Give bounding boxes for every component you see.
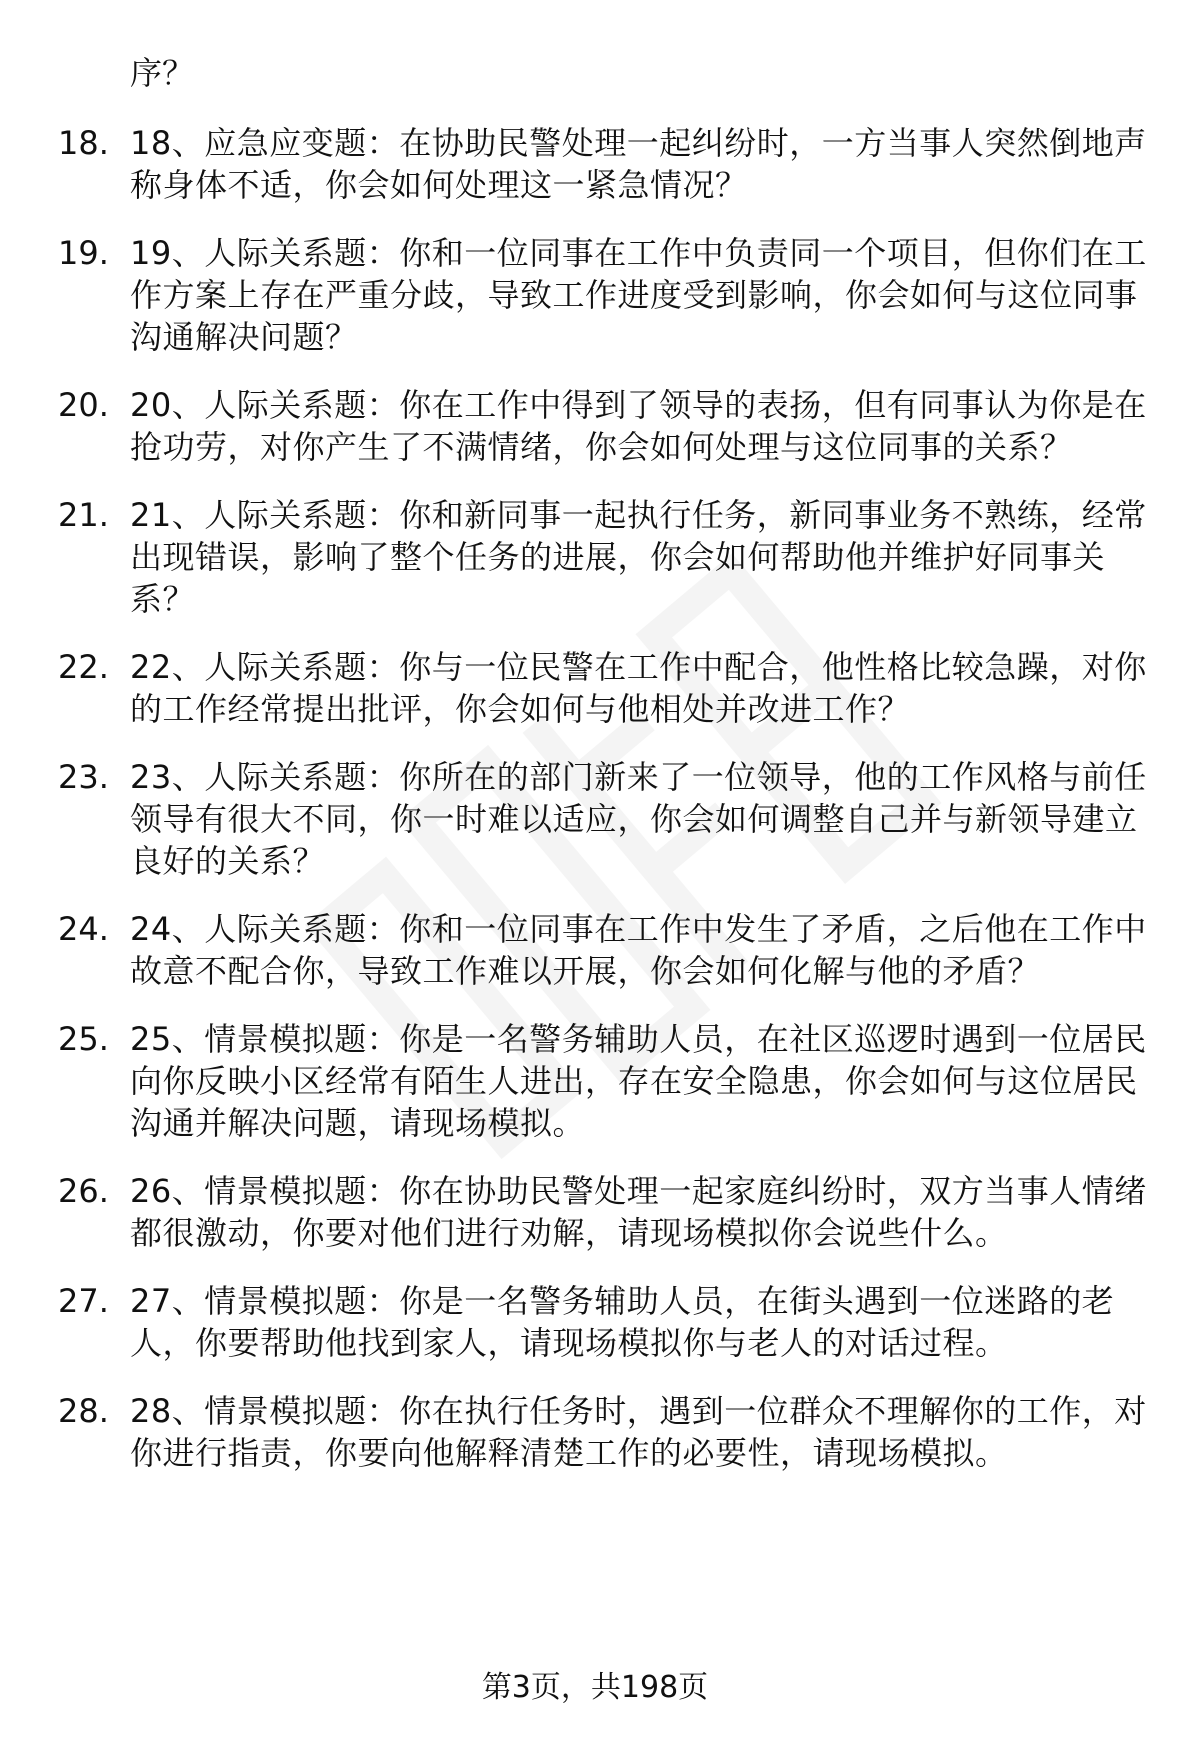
list-item: [0, 908, 1190, 992]
question-text: 22、人际关系题：你与一位民警在工作中配合，他性格比较急躁，对你的工作经常提出批评，你会如何与他相处并改进工作？: [130, 648, 1147, 728]
question-number: 27.: [58, 1282, 109, 1320]
list-item: [0, 1280, 1190, 1364]
question-text: 18、应急应变题：在协助民警处理一起纠纷时，一方当事人突然倒地声称身体不适，你会如何处理这一紧急情况？: [130, 124, 1147, 204]
list-item: [0, 122, 1190, 206]
page-number-label: 第3页，共198页: [481, 1670, 709, 1705]
question-number: 21.: [58, 496, 109, 534]
question-number: 18.: [58, 124, 109, 162]
question-number: 26.: [58, 1172, 109, 1210]
question-text: 26、情景模拟题：你在协助民警处理一起家庭纠纷时，双方当事人情绪都很激动，你要对他们进行劝解，请现场模拟你会说些什么。: [130, 1172, 1147, 1252]
question-text: 24、人际关系题：你和一位同事在工作中发生了矛盾，之后他在工作中故意不配合你，导致工作难以开展，你会如何化解与他的矛盾？: [130, 910, 1147, 990]
question-text: 27、情景模拟题：你是一名警务辅助人员，在街头遇到一位迷路的老人，你要帮助他找到家人，请现场模拟你与老人的对话过程。: [130, 1282, 1115, 1362]
question-number: 19.: [58, 234, 109, 272]
question-number: 24.: [58, 910, 109, 948]
list-item: [0, 1170, 1190, 1254]
list-item: [0, 494, 1190, 620]
question-text: 23、人际关系题：你所在的部门新来了一位领导，他的工作风格与前任领导有很大不同，你一时难以适应，你会如何调整自己并与新领导建立良好的关系？: [130, 758, 1147, 880]
continuation-text: 序？: [130, 54, 195, 92]
question-number: 28.: [58, 1392, 109, 1430]
question-text: 19、人际关系题：你和一位同事在工作中负责同一个项目，但你们在工作方案上存在严重分歧，导致工作进度受到影响，你会如何与这位同事沟通解决问题？: [130, 234, 1147, 356]
list-item: [0, 1018, 1190, 1144]
question-number: 22.: [58, 648, 109, 686]
page-footer: [0, 1668, 1190, 1708]
question-text: 20、人际关系题：你在工作中得到了领导的表扬，但有同事认为你是在抢功劳，对你产生了不满情绪，你会如何处理与这位同事的关系？: [130, 386, 1147, 466]
list-item: [0, 232, 1190, 358]
question-number: 25.: [58, 1020, 109, 1058]
question-text: 28、情景模拟题：你在执行任务时，遇到一位群众不理解你的工作，对你进行指责，你要向他解释清楚工作的必要性，请现场模拟。: [130, 1392, 1147, 1472]
list-item: [0, 1390, 1190, 1474]
question-number: 20.: [58, 386, 109, 424]
question-text: 21、人际关系题：你和新同事一起执行任务，新同事业务不熟练，经常出现错误，影响了整个任务的进展，你会如何帮助他并维护好同事关系？: [130, 496, 1147, 618]
list-item: [0, 384, 1190, 468]
question-list: [0, 122, 1190, 1500]
list-item: [0, 646, 1190, 730]
question-text: 25、情景模拟题：你是一名警务辅助人员，在社区巡逻时遇到一位居民向你反映小区经常有陌生人进出，存在安全隐患，你会如何与这位居民沟通并解决问题，请现场模拟。: [130, 1020, 1147, 1142]
question-number: 23.: [58, 758, 109, 796]
list-item: [0, 756, 1190, 882]
